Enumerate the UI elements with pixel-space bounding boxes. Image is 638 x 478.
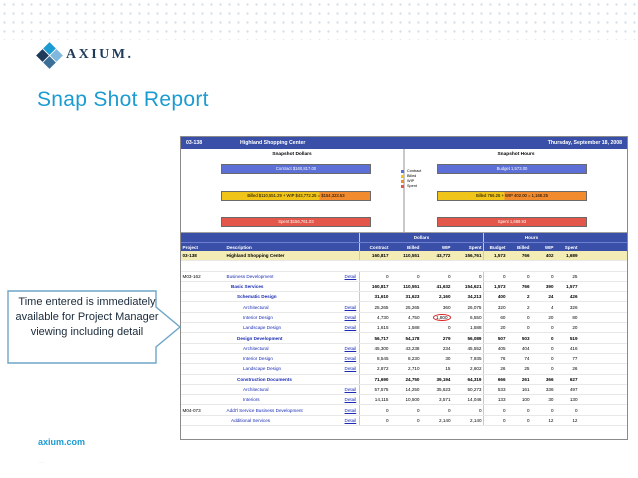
row-detail-cell	[343, 282, 359, 291]
row-description: Architectural	[243, 387, 269, 392]
row-description: Additional Services	[231, 417, 271, 423]
axium-logo-text: AXIUM.	[66, 47, 134, 62]
billed-wip-bar: Billed $110,551.29 + WIP $43,772.25 = $154,323.53	[221, 191, 371, 201]
hours-group-header: Hours	[483, 233, 579, 242]
row-project-code	[181, 313, 225, 322]
row-value-5: 2	[526, 304, 530, 310]
row-value-4: 60	[483, 313, 507, 322]
row-value-2: 39,194	[436, 376, 451, 382]
row-value-6: 0	[550, 325, 554, 331]
row-value-6: 30	[548, 397, 554, 403]
row-value-0: 57,575	[359, 385, 390, 394]
row-value-1: 0	[416, 407, 420, 413]
row-detail-cell	[343, 313, 359, 322]
row-value-5: 766	[521, 284, 530, 290]
row-value-0: 14,115	[359, 395, 390, 404]
row-value-2: 2,160	[439, 294, 451, 300]
row-detail-cell	[343, 251, 359, 260]
table-row	[181, 333, 627, 343]
row-value-5: 261	[521, 376, 530, 382]
row-value-1: 110,551	[403, 284, 420, 290]
column-header-10: Spent	[564, 244, 578, 250]
row-value-5: 0	[526, 273, 530, 279]
row-description: Interiors	[243, 397, 260, 403]
row-value-0: 45,300	[359, 344, 390, 353]
row-value-1: 8,230	[408, 356, 420, 362]
contract-bar: Contract $160,817.00	[221, 164, 371, 174]
row-detail-cell	[343, 375, 359, 384]
row-value-5: 0	[526, 314, 530, 320]
row-value-0: 1,615	[359, 323, 390, 332]
budget-bar: Budget 1,573.00	[437, 164, 587, 174]
row-value-4: 20	[483, 323, 507, 332]
axium-logo-mark-icon	[38, 44, 60, 66]
row-value-0: 71,690	[359, 375, 390, 384]
report-header	[181, 137, 627, 149]
snapshot-dollars-chart	[181, 149, 404, 232]
row-value-7: 519	[569, 335, 578, 341]
row-value-4: 533	[483, 385, 507, 394]
table-row	[181, 416, 627, 426]
row-value-5: 2	[526, 294, 530, 300]
row-value-7: 26	[572, 366, 578, 372]
detail-link[interactable]: Detail	[344, 366, 357, 372]
row-value-7: 12	[572, 417, 578, 423]
row-value-4: 76	[483, 354, 507, 363]
row-detail-cell	[343, 292, 359, 301]
row-value-2: 0	[447, 407, 451, 413]
legend-billed: Billed	[401, 174, 429, 178]
row-description: Construction Documents	[237, 376, 292, 382]
row-project-code	[181, 292, 225, 301]
row-value-7: 1,689	[566, 253, 578, 259]
row-value-7: 130	[569, 397, 578, 403]
row-value-2: 30	[445, 356, 451, 362]
column-header-5: WIP	[441, 244, 451, 250]
row-value-6: 20	[548, 314, 554, 320]
row-value-6: 0	[550, 335, 554, 341]
row-detail-cell	[343, 405, 359, 414]
row-value-0: 25,265	[359, 302, 390, 311]
table-row	[181, 354, 627, 364]
column-header-4: Billed	[406, 244, 420, 250]
row-value-0: 8,545	[359, 354, 390, 363]
row-description: Architectural	[243, 345, 269, 351]
detail-link[interactable]: Detail	[344, 325, 357, 331]
row-value-3: 0	[478, 273, 482, 279]
snapshot-charts	[181, 149, 627, 233]
row-value-3: 50,273	[467, 387, 482, 392]
row-value-3: 7,935	[470, 356, 482, 362]
row-value-3: 0	[478, 407, 482, 413]
row-value-6: 24	[548, 294, 554, 300]
row-value-2: 3,571	[439, 397, 451, 403]
row-description: Design Development	[237, 335, 283, 341]
row-value-5: 161	[521, 387, 530, 392]
hours-spent-bar: Spent 1,689.93	[437, 217, 587, 227]
row-value-3: 6,550	[470, 314, 482, 320]
row-value-2: 279	[442, 335, 451, 341]
row-value-2: 2,140	[439, 417, 451, 423]
row-value-3: 64,319	[467, 376, 482, 382]
row-project-code	[181, 395, 225, 404]
row-value-3: 14,046	[467, 397, 482, 403]
row-value-0: 4,730	[359, 313, 390, 322]
row-value-1: 2,710	[408, 366, 420, 372]
table-row	[181, 395, 627, 405]
row-value-4: 400	[483, 292, 507, 301]
row-value-4: 320	[483, 302, 507, 311]
row-description: Business Development	[226, 273, 274, 279]
column-header-7: Budget	[483, 243, 507, 251]
row-value-4: 0	[483, 272, 507, 281]
row-value-0: 2,872	[359, 364, 390, 373]
row-value-2: 43,772	[436, 253, 451, 259]
row-project-code	[181, 344, 225, 353]
table-row	[181, 364, 627, 374]
column-header-1: Description	[226, 244, 252, 250]
row-value-0: 0	[359, 405, 390, 414]
row-value-6: 12	[548, 417, 554, 423]
callout-text: Time entered is immediately available for Project Manager viewing including detail	[15, 296, 159, 338]
row-value-2	[421, 313, 452, 322]
axium-logo	[38, 44, 134, 66]
report-project-code: 03-138	[186, 140, 203, 146]
row-value-2: 15	[445, 366, 451, 372]
row-value-7: 0	[574, 407, 578, 413]
row-value-5: 503	[521, 335, 530, 341]
snapshot-hours-chart	[404, 149, 627, 232]
table-row	[181, 272, 627, 282]
row-description: Interior Design	[243, 314, 273, 320]
row-value-6: 402	[545, 253, 554, 259]
row-value-3: 56,089	[467, 335, 482, 341]
row-value-0: 31,610	[359, 292, 390, 301]
row-value-3: 2,140	[470, 417, 482, 423]
column-header-6: Spent	[468, 244, 482, 250]
row-value-6: 336	[545, 387, 554, 392]
row-project-code: M03-162	[182, 273, 201, 279]
dollars-group-header: Dollars	[359, 233, 483, 242]
report-project-name: Highland Shopping Center	[240, 140, 306, 146]
legend-wip: WIP	[401, 179, 429, 183]
row-value-1: 0	[416, 417, 420, 423]
row-value-7: 326	[569, 304, 578, 310]
table-row	[181, 313, 627, 323]
row-description: Landscape Design	[243, 325, 282, 331]
row-project-code	[181, 323, 225, 332]
table-row	[181, 405, 627, 415]
row-value-5: 766	[521, 253, 530, 259]
row-value-1: 14,250	[405, 387, 420, 392]
row-value-7: 77	[572, 356, 578, 362]
detail-link[interactable]: Detail	[344, 314, 357, 320]
row-detail-cell	[343, 302, 359, 311]
row-value-1: 54,178	[405, 335, 420, 341]
row-description: Basic Services	[231, 284, 264, 290]
row-detail-cell	[343, 364, 359, 373]
detail-link[interactable]: Detail	[344, 304, 357, 310]
row-value-3: 34,213	[467, 294, 482, 300]
table-row	[181, 302, 627, 312]
table-total-row	[181, 251, 627, 261]
row-value-6: 0	[550, 273, 554, 279]
row-value-7: 426	[569, 294, 578, 300]
table-row	[181, 344, 627, 354]
table-row	[181, 323, 627, 333]
column-header-8: Billed	[516, 244, 530, 250]
row-detail-cell	[343, 333, 359, 342]
row-project-code	[181, 416, 225, 425]
row-project-code	[181, 333, 225, 342]
row-value-4: 666	[483, 375, 507, 384]
row-value-7: 25	[572, 273, 578, 279]
row-value-7: 20	[572, 325, 578, 331]
page-title: Snap Shot Report	[37, 88, 209, 111]
row-value-6: 0	[550, 356, 554, 362]
row-value-2: 41,632	[436, 284, 451, 290]
highlighted-value: 1,800	[433, 314, 451, 321]
row-value-6: 0	[550, 345, 554, 351]
row-value-4: 133	[483, 395, 507, 404]
row-value-3: 1,588	[470, 325, 482, 331]
row-value-0: 160,817	[359, 251, 390, 260]
row-value-3: 45,552	[467, 345, 482, 351]
row-value-2: 234	[442, 345, 451, 351]
row-value-3: 154,621	[464, 284, 482, 290]
legend-contract: Contract	[401, 169, 429, 173]
row-value-0: 160,817	[359, 282, 390, 291]
row-project-code	[181, 375, 225, 384]
row-description: Addt'l Service Business Development	[226, 407, 303, 413]
row-detail-cell	[343, 323, 359, 332]
row-value-4: 0	[483, 416, 507, 425]
row-value-4: 507	[483, 333, 507, 342]
row-detail-cell	[343, 385, 359, 394]
row-value-6: 4	[550, 304, 554, 310]
row-project-code	[181, 302, 225, 311]
row-description: Schematic Design	[237, 294, 277, 300]
hours-billed-wip-bar: Billed 766.25 + WIP 402.00 = 1,168.25	[437, 191, 587, 201]
callout-note	[6, 289, 182, 365]
column-header-3: Contract	[359, 243, 390, 251]
detail-link[interactable]: Detail	[344, 397, 357, 403]
row-value-1: 25,265	[405, 304, 420, 310]
row-value-5: 0	[526, 407, 530, 413]
row-description: Architectural	[243, 304, 269, 310]
row-value-1: 4,750	[408, 314, 420, 320]
row-value-6: 0	[550, 407, 554, 413]
row-project-code: 03-138	[182, 253, 197, 259]
detail-link[interactable]: Detail	[344, 407, 357, 413]
row-value-5: 404	[521, 345, 530, 351]
decorative-dot-pattern	[0, 0, 638, 40]
row-project-code: M04-073	[182, 407, 201, 413]
row-detail-cell	[343, 344, 359, 353]
row-value-7: 416	[569, 345, 578, 351]
row-value-3: 26,075	[467, 304, 482, 310]
row-value-4: 0	[483, 405, 507, 414]
column-header-9: WIP	[544, 244, 554, 250]
row-value-3: 2,602	[470, 366, 482, 372]
row-project-code	[181, 282, 225, 291]
row-description: Highland Shopping Center	[226, 253, 285, 259]
row-value-4: 405	[483, 344, 507, 353]
row-value-7: 627	[569, 376, 578, 382]
row-value-1: 110,551	[403, 253, 420, 259]
row-value-5: 100	[521, 397, 530, 403]
detail-link[interactable]: Detail	[344, 356, 357, 362]
table-row	[181, 385, 627, 395]
row-value-1: 1,588	[408, 325, 420, 331]
row-detail-cell	[343, 395, 359, 404]
column-header-2	[343, 243, 359, 251]
detail-link[interactable]: Detail	[344, 273, 357, 279]
row-value-7: 80	[572, 314, 578, 320]
row-value-2: 360	[442, 304, 451, 310]
row-value-5: 25	[524, 366, 530, 372]
detail-link[interactable]: Detail	[344, 345, 357, 351]
row-value-1: 10,500	[405, 397, 420, 403]
row-value-0: 0	[359, 272, 390, 281]
row-value-6: 390	[545, 284, 554, 290]
spent-bar: Spent $156,761.03	[221, 217, 371, 227]
row-value-4: 1,573	[483, 251, 507, 260]
row-value-3: 156,761	[464, 253, 482, 259]
detail-link[interactable]: Detail	[344, 417, 357, 423]
row-value-6: 0	[550, 366, 554, 372]
row-value-1: 0	[416, 273, 420, 279]
table-row	[181, 282, 627, 292]
row-value-7: 1,577	[566, 284, 578, 290]
report-date: Thursday, September 18, 2008	[547, 140, 622, 146]
row-value-2: 0	[447, 273, 451, 279]
row-value-1: 31,623	[405, 294, 420, 300]
report-table-body	[181, 251, 627, 426]
row-description: Interior Design	[243, 356, 273, 362]
row-value-4: 26	[483, 364, 507, 373]
row-value-5: 0	[526, 417, 530, 423]
row-value-2: 0	[447, 325, 451, 331]
row-value-5: 74	[524, 356, 530, 362]
row-value-4: 1,573	[483, 282, 507, 291]
row-value-6: 366	[545, 376, 554, 382]
row-project-code	[181, 354, 225, 363]
legend-spent: Spent	[401, 184, 429, 188]
row-value-2: 35,623	[436, 387, 451, 392]
detail-link[interactable]: Detail	[344, 387, 357, 392]
row-value-1: 24,750	[405, 376, 420, 382]
row-detail-cell	[343, 272, 359, 281]
column-header-row	[181, 242, 627, 251]
row-detail-cell	[343, 354, 359, 363]
row-project-code	[181, 385, 225, 394]
row-value-1: 43,238	[405, 345, 420, 351]
snapshot-report-panel	[180, 136, 628, 440]
row-project-code	[181, 364, 225, 373]
footer-url: axium.com	[38, 437, 86, 447]
row-value-7: 497	[569, 387, 578, 392]
row-value-0: 56,717	[359, 333, 390, 342]
table-row	[181, 375, 627, 385]
table-spacer-row	[181, 261, 627, 271]
row-value-5: 0	[526, 325, 530, 331]
row-description: Landscape Design	[243, 366, 282, 372]
row-value-0: 0	[359, 416, 390, 425]
snapshot-dollars-title: Snapshot Dollars	[272, 152, 312, 157]
column-header-0: Project	[182, 244, 199, 250]
table-row	[181, 292, 627, 302]
footer-dots: ...	[38, 459, 46, 465]
snapshot-hours-title: Snapshot Hours	[497, 152, 535, 157]
row-detail-cell	[343, 416, 359, 425]
column-group-header	[181, 233, 627, 242]
